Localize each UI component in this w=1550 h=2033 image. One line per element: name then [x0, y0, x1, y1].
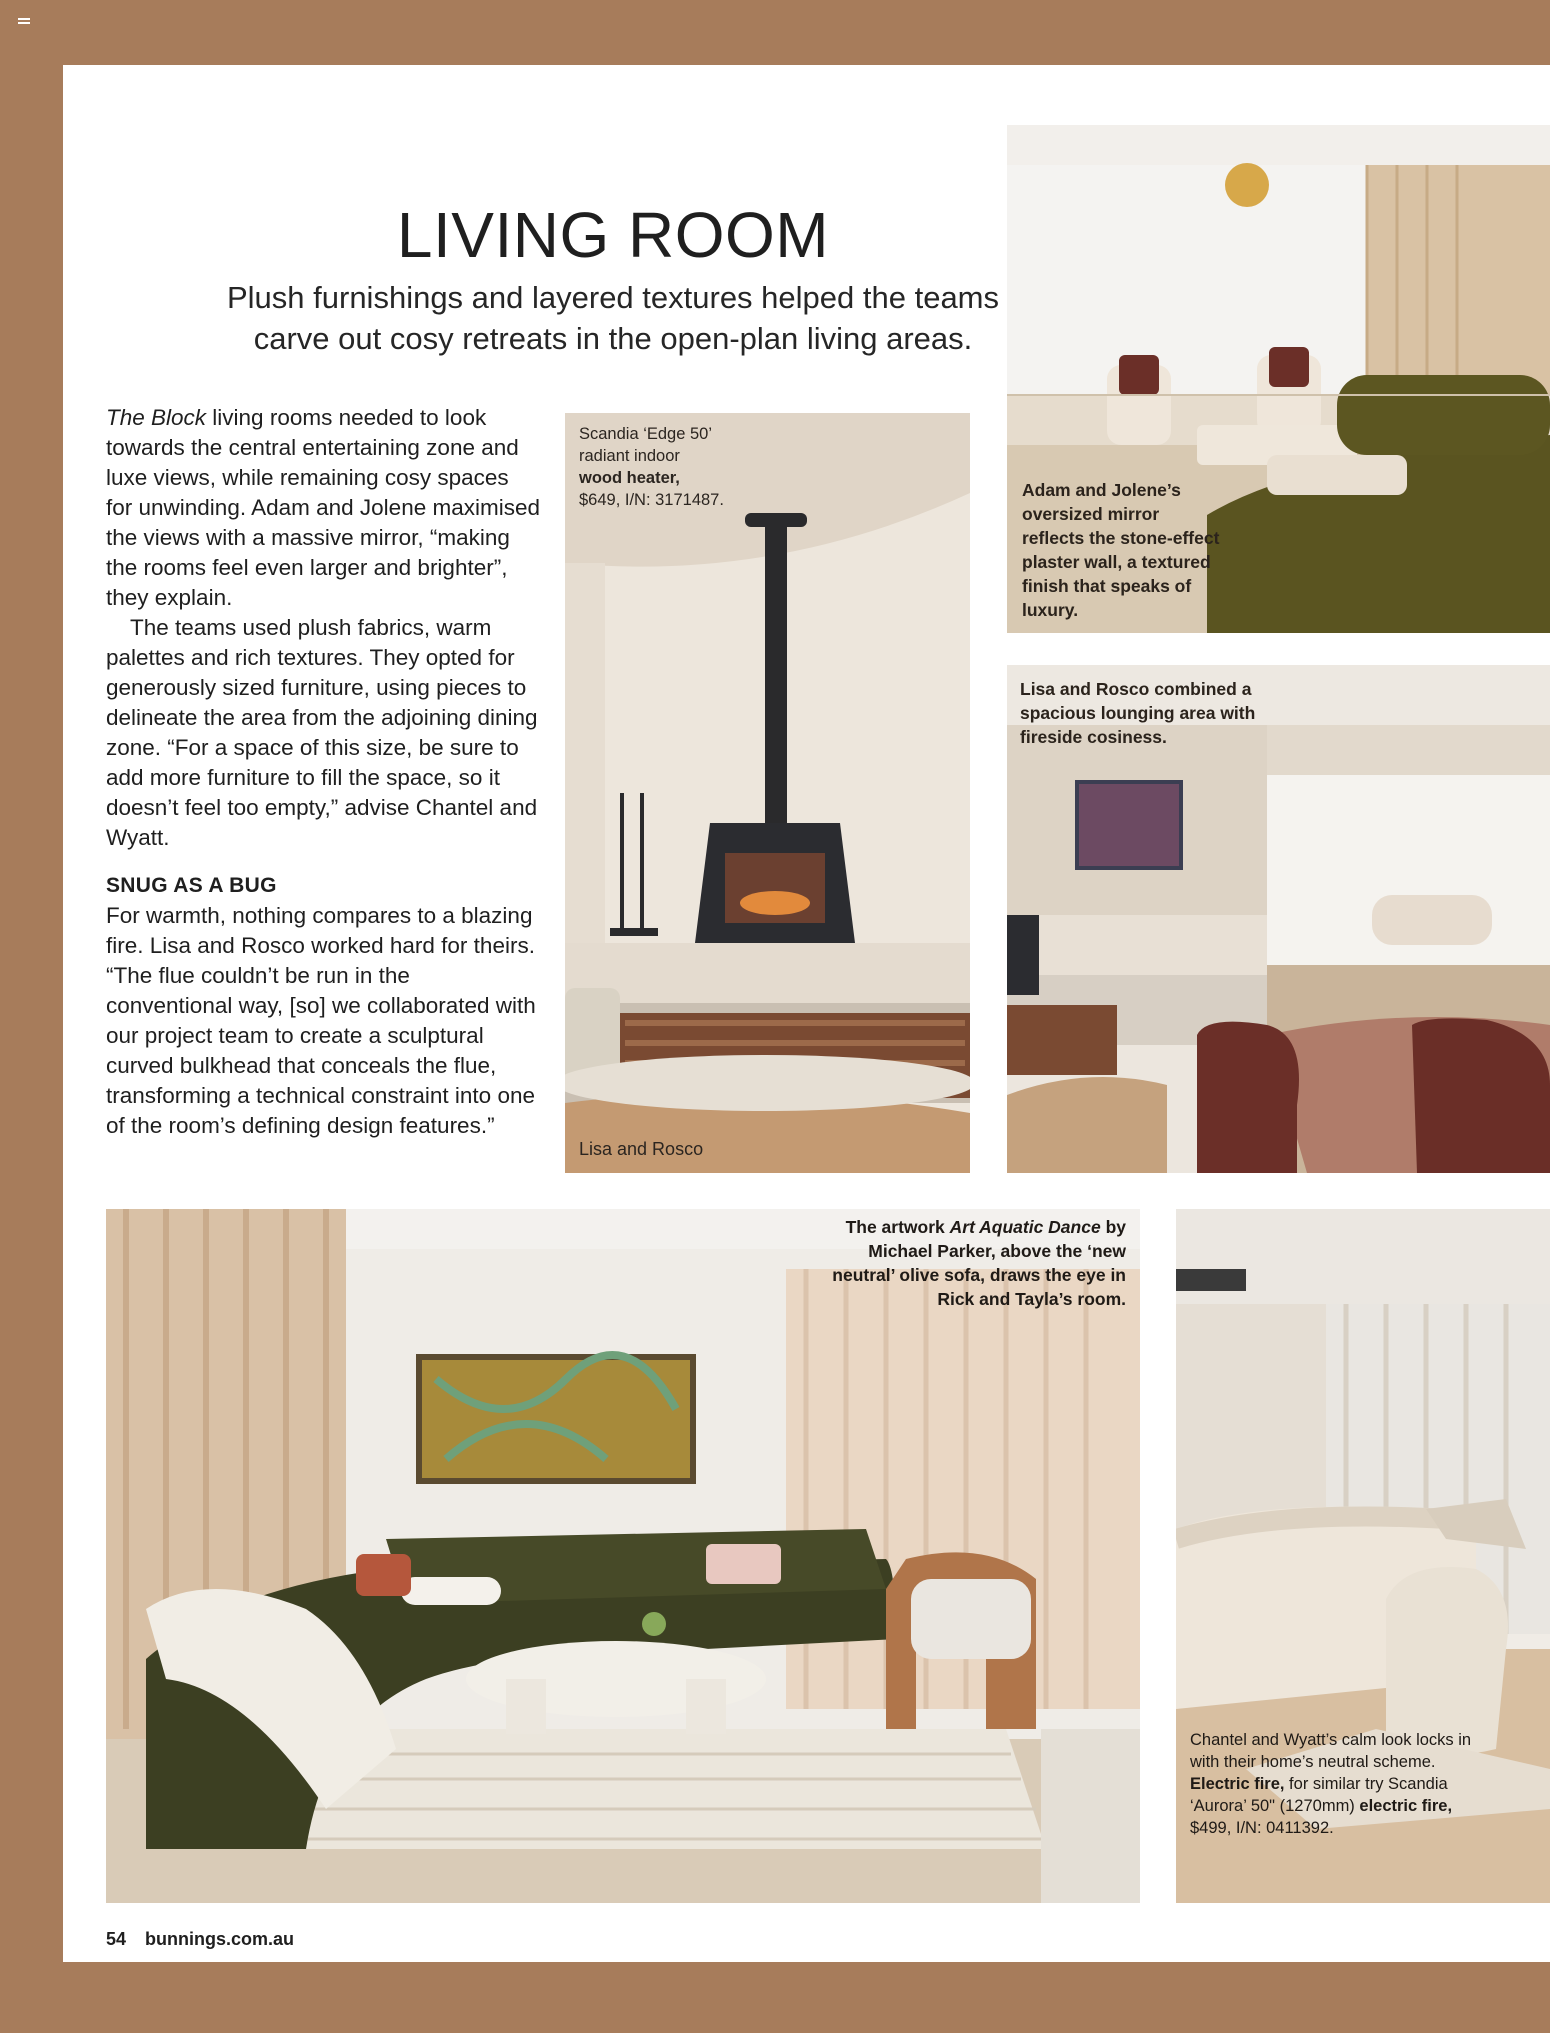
- heater-caption-line-2: radiant indoor: [579, 447, 680, 465]
- page-subtitle: [123, 278, 1103, 359]
- artwork-caption-rest: by Michael Parker, above the ‘new neutral’ olive sofa, draws the eye in Rick and Tayla’s room.: [832, 1217, 1126, 1309]
- neutral-caption-a: Chantel and Wyatt’s calm look locks in with their home’s neutral scheme.: [1190, 1731, 1472, 1771]
- menu-icon[interactable]: [18, 18, 30, 24]
- artwork-caption-pre: The artwork: [845, 1217, 950, 1237]
- page-number: 54: [106, 1929, 127, 1949]
- heater-caption: [579, 423, 779, 511]
- page-footer: [106, 1929, 294, 1950]
- wood-heater-photo: [565, 413, 970, 1173]
- headline: [123, 200, 1103, 359]
- paragraph-3: For warmth, nothing compares to a blazing fire. Lisa and Rosco worked hard for theirs. “The flue couldn’t be run in the conventional way, [so] we collaborated with our project team to create a sculptural curved bulkhead that conceals the flue, transforming a technical constraint into one of the room’s defining design features.”: [106, 903, 536, 1138]
- fireside-caption: Lisa and Rosco combined a spacious lounging area with fireside cosiness.: [1020, 679, 1256, 747]
- neutral-caption-d: electric fire,: [1359, 1797, 1453, 1815]
- subheading: SNUG AS A BUG: [106, 874, 277, 897]
- heater-caption-line-4: $649, I/N: 3171487.: [579, 491, 724, 509]
- neutral-room-caption: [1190, 1729, 1490, 1839]
- mirror-caption: Adam and Jolene’s oversized mirror reflects the stone-effect plaster wall, a textured finish that speaks of luxury.: [1022, 480, 1220, 620]
- heater-caption-line-3: wood heater,: [579, 469, 680, 487]
- artwork-title: Art Aquatic Dance: [949, 1217, 1101, 1237]
- paragraph-1-text: living rooms needed to look towards the central entertaining zone and luxe views, while remaining cosy spaces for unwinding. Adam and Jolene maximised the views with a massive mirror, “making the rooms feel even larger and brighter”, they explain.: [106, 405, 540, 610]
- heater-credit: Lisa and Rosco: [579, 1139, 704, 1159]
- paragraph-2: The teams used plush fabrics, warm palettes and rich textures. They opted for generously sized furniture, using pieces to delineate the area from the adjoining dining zone. “For a space of this size, be sure to add more furniture to fill the space, so it doesn’t feel too empty,” advise Chantel and Wyatt.: [106, 615, 538, 850]
- neutral-caption-b: Electric fire,: [1190, 1775, 1285, 1793]
- magazine-page: [63, 65, 1550, 1962]
- site-url[interactable]: bunnings.com.au: [145, 1929, 295, 1949]
- fireside-lounge-photo: [1007, 665, 1550, 1173]
- page-title: LIVING ROOM: [396, 199, 830, 271]
- neutral-room-photo: [1176, 1209, 1550, 1903]
- article-body: [106, 403, 541, 1141]
- show-name: The Block: [106, 405, 207, 430]
- heater-caption-line-1: Scandia ‘Edge 50’: [579, 425, 713, 443]
- subtitle-line-1: Plush furnishings and layered textures helped the teams: [226, 280, 1000, 316]
- paragraph-1: [106, 403, 541, 613]
- olive-sofa-room-photo: [106, 1209, 1140, 1903]
- artwork-caption: [806, 1215, 1126, 1311]
- subtitle-line-2: carve out cosy retreats in the open-plan living areas.: [253, 320, 973, 356]
- neutral-caption-e: $499, I/N: 0411392.: [1190, 1819, 1334, 1837]
- neutral-caption-c: for similar try Scandia ‘Aurora’ 50" (1270mm): [1190, 1775, 1448, 1815]
- mirror-living-photo: [1007, 125, 1550, 633]
